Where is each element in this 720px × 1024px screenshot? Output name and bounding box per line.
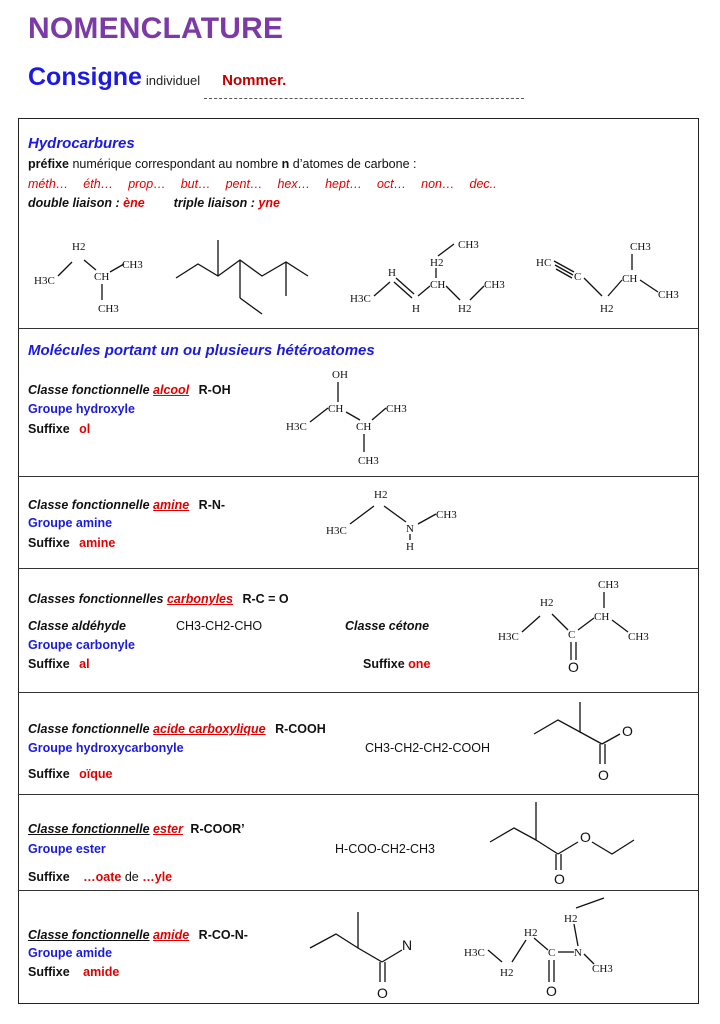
divider bbox=[18, 328, 699, 329]
atom-label: H bbox=[388, 267, 396, 279]
suffixe-value: amide bbox=[83, 965, 120, 979]
alcool-suffixe bbox=[28, 422, 90, 436]
classe-name: carbonyles bbox=[166, 592, 233, 606]
suffixe-label: Suffixe bbox=[28, 767, 70, 781]
atom-label: HC bbox=[536, 257, 552, 269]
classe-name: acide carboxylique bbox=[153, 722, 266, 736]
bond bbox=[470, 286, 484, 300]
atom-label: O bbox=[580, 829, 591, 845]
carbonyles-suffixe-one bbox=[363, 657, 430, 671]
bond bbox=[176, 260, 308, 278]
molecule-ketone bbox=[498, 574, 668, 680]
classe-formula: R-CO-N- bbox=[198, 928, 248, 942]
suffixe-label: Suffixe bbox=[28, 657, 70, 671]
atom-label: O bbox=[546, 983, 557, 999]
bond bbox=[418, 514, 436, 524]
atom-label: CH bbox=[430, 279, 446, 291]
ester-suffixe bbox=[28, 870, 172, 884]
bond bbox=[372, 408, 386, 420]
bond bbox=[58, 262, 72, 276]
prefix-item: éth… bbox=[83, 177, 114, 191]
atom-label: C bbox=[568, 629, 576, 641]
atom-label: CH3 bbox=[458, 239, 479, 251]
amine-groupe: Groupe amine bbox=[28, 516, 113, 530]
bond bbox=[346, 412, 360, 420]
bond bbox=[418, 286, 430, 296]
suffixe-value: al bbox=[79, 657, 90, 671]
atom-label: CH3 bbox=[98, 303, 119, 315]
divider bbox=[18, 568, 699, 569]
molecule-alkene bbox=[350, 234, 520, 320]
classe-name: ester bbox=[153, 822, 183, 836]
bond bbox=[640, 280, 658, 292]
bond bbox=[522, 616, 540, 632]
consigne-row bbox=[28, 63, 286, 92]
molecule-amide-skeletal bbox=[310, 908, 420, 1000]
atom-label: C bbox=[548, 947, 556, 959]
atom-label: H bbox=[406, 541, 414, 553]
atom-label: O bbox=[598, 767, 609, 783]
amide-classe bbox=[28, 928, 248, 942]
atom-label: H2 bbox=[564, 913, 578, 925]
atom-label: CH3 bbox=[436, 509, 457, 521]
bond bbox=[584, 278, 602, 296]
prefix-item: prop… bbox=[128, 177, 166, 191]
answer-line bbox=[204, 98, 524, 99]
atom-label: O bbox=[554, 871, 565, 887]
atom-label: CH bbox=[356, 421, 372, 433]
bond bbox=[240, 298, 262, 314]
molecule-carboxylic-acid bbox=[534, 700, 644, 786]
bond bbox=[576, 898, 604, 908]
atom-label: H3C bbox=[34, 275, 55, 287]
bond bbox=[592, 840, 634, 854]
classe-formula: R-COOR’ bbox=[190, 822, 245, 836]
ester-example: H-COO-CH2-CH3 bbox=[335, 842, 435, 856]
bond bbox=[578, 618, 594, 630]
aldehyde-label: Classe aldéhyde bbox=[28, 619, 126, 633]
divider bbox=[18, 692, 699, 693]
double-suffix: ène bbox=[123, 196, 145, 210]
hydrocarbures-heading: Hydrocarbures bbox=[28, 135, 135, 152]
classe-label: Classe fonctionnelle bbox=[28, 928, 150, 942]
suffixe-value: one bbox=[408, 657, 431, 671]
carbonyles-suffixe-al bbox=[28, 657, 90, 671]
atom-label: H2 bbox=[500, 967, 514, 979]
atom-label: H2 bbox=[430, 257, 444, 269]
amine-suffixe bbox=[28, 536, 115, 550]
bond bbox=[438, 244, 454, 256]
atom-label: H3C bbox=[350, 293, 371, 305]
suffixe-value: oïque bbox=[79, 767, 113, 781]
bond bbox=[310, 912, 358, 948]
acide-classe bbox=[28, 722, 326, 736]
bond bbox=[382, 950, 402, 962]
atom-label: H2 bbox=[524, 927, 538, 939]
suffixe-value: …oate bbox=[83, 870, 122, 884]
alcool-classe bbox=[28, 383, 231, 397]
atom-label: CH3 bbox=[358, 455, 379, 467]
prefix-item: hex… bbox=[277, 177, 311, 191]
divider bbox=[18, 476, 699, 477]
atom-label: H3C bbox=[498, 631, 519, 643]
prefix-item: dec.. bbox=[469, 177, 497, 191]
atom-label: H2 bbox=[600, 303, 614, 315]
molecule-amide-condensed bbox=[464, 896, 644, 1002]
atom-label: H2 bbox=[458, 303, 472, 315]
atom-label: H bbox=[412, 303, 420, 315]
atom-label: CH bbox=[94, 271, 110, 283]
bond bbox=[490, 802, 536, 842]
classe-label: Classe fonctionnelle bbox=[28, 822, 150, 836]
triple-suffix: yne bbox=[258, 196, 280, 210]
ester-classe bbox=[28, 822, 245, 836]
classe-formula: R-OH bbox=[198, 383, 231, 397]
atom-label: H2 bbox=[374, 489, 388, 501]
classe-formula: R-C = O bbox=[242, 592, 289, 606]
consigne-label: Consigne bbox=[28, 63, 142, 91]
carbonyles-groupe: Groupe carbonyle bbox=[28, 638, 135, 652]
atom-label: N bbox=[574, 947, 582, 959]
atom-label: CH3 bbox=[658, 289, 679, 301]
suffixe-value: …yle bbox=[142, 870, 173, 884]
bond bbox=[534, 938, 548, 950]
bond bbox=[534, 702, 580, 734]
classe-name: amide bbox=[153, 928, 190, 942]
page-title: NOMENCLATURE bbox=[28, 12, 284, 45]
prefix-item: non… bbox=[421, 177, 455, 191]
classe-label: Classe fonctionnelle bbox=[28, 383, 150, 397]
bond bbox=[612, 620, 628, 632]
atom-label: CH3 bbox=[598, 579, 619, 591]
bond bbox=[608, 280, 622, 296]
suffixe-value: ol bbox=[79, 422, 91, 436]
suffixe-de: de bbox=[124, 870, 139, 884]
atom-label: H3C bbox=[286, 421, 307, 433]
atom-label: H3C bbox=[464, 947, 485, 959]
atom-label: CH3 bbox=[122, 259, 143, 271]
molecule-skeletal-alkane bbox=[176, 238, 316, 320]
bond bbox=[350, 506, 374, 524]
classe-label: Classe fonctionnelle bbox=[28, 722, 150, 736]
suffixe-label: Suffixe bbox=[363, 657, 405, 671]
prefix-item: méth… bbox=[28, 177, 69, 191]
prefix-item: but… bbox=[180, 177, 211, 191]
prefix-text-2: d’atomes de carbone : bbox=[292, 157, 417, 171]
ester-groupe: Groupe ester bbox=[28, 842, 106, 856]
atom-label: CH3 bbox=[484, 279, 505, 291]
bond bbox=[580, 732, 602, 744]
classe-label: Classes fonctionnelles bbox=[28, 592, 164, 606]
classe-name: amine bbox=[153, 498, 190, 512]
bond bbox=[574, 924, 578, 946]
atom-label: O bbox=[568, 659, 579, 675]
molecule-methylbutane bbox=[28, 238, 158, 320]
amide-groupe: Groupe amide bbox=[28, 946, 113, 960]
atom-label: O bbox=[377, 985, 388, 1001]
bond bbox=[488, 950, 502, 962]
molecule-alcohol bbox=[286, 364, 426, 470]
instruction-nommer: Nommer. bbox=[222, 72, 287, 89]
suffixe-label: Suffixe bbox=[28, 965, 70, 979]
prefix-list bbox=[28, 177, 512, 191]
classe-formula: R-N- bbox=[198, 498, 226, 512]
atom-label: N bbox=[402, 937, 413, 953]
classe-name: alcool bbox=[153, 383, 190, 397]
triple-label: triple liaison : bbox=[173, 196, 255, 210]
liaison-rule bbox=[28, 196, 280, 210]
bond bbox=[446, 286, 460, 300]
prefix-item: pent… bbox=[225, 177, 263, 191]
divider bbox=[18, 890, 699, 891]
atom-label: CH bbox=[594, 611, 610, 623]
bond bbox=[558, 842, 578, 854]
molecule-amine bbox=[326, 484, 476, 556]
double-label: double liaison : bbox=[28, 196, 120, 210]
atom-label: CH3 bbox=[592, 963, 613, 975]
atom-label: CH3 bbox=[386, 403, 407, 415]
atom-label: OH bbox=[332, 369, 348, 381]
cetone-label: Classe cétone bbox=[345, 619, 430, 633]
prefix-text-1: numérique correspondant au nombre bbox=[72, 157, 279, 171]
suffixe-label: Suffixe bbox=[28, 536, 70, 550]
suffixe-label: Suffixe bbox=[28, 870, 70, 884]
bond bbox=[552, 614, 568, 630]
atom-label: C bbox=[574, 271, 582, 283]
molecule-ester bbox=[490, 800, 650, 887]
atom-label: CH bbox=[328, 403, 344, 415]
bond bbox=[584, 954, 594, 964]
bond bbox=[512, 940, 526, 962]
bond bbox=[84, 260, 96, 270]
bond bbox=[374, 282, 390, 296]
divider bbox=[18, 794, 699, 795]
prefix-item: hept… bbox=[325, 177, 362, 191]
carbonyles-classe bbox=[28, 592, 289, 606]
individuel-label: individuel bbox=[145, 73, 201, 88]
atom-label: CH3 bbox=[630, 241, 651, 253]
classe-label: Classe fonctionnelle bbox=[28, 498, 150, 512]
prefix-item: oct… bbox=[376, 177, 407, 191]
bond bbox=[602, 734, 620, 744]
bond bbox=[310, 408, 328, 422]
bond bbox=[358, 948, 382, 962]
acide-suffixe bbox=[28, 767, 113, 781]
aldehyde-formula: CH3-CH2-CHO bbox=[176, 619, 263, 633]
atom-label: H2 bbox=[72, 241, 86, 253]
atom-label: H3C bbox=[326, 525, 347, 537]
amine-classe bbox=[28, 498, 225, 512]
molecule-alkyne bbox=[536, 236, 686, 320]
bond bbox=[536, 840, 558, 854]
prefix-bold: préfixe bbox=[28, 157, 69, 171]
amide-suffixe bbox=[28, 965, 119, 979]
atom-label: N bbox=[406, 523, 414, 535]
heteroatomes-heading: Molécules portant un ou plusieurs hétéroatomes bbox=[28, 342, 375, 359]
atom-label: CH bbox=[622, 273, 638, 285]
alcool-groupe: Groupe hydroxyle bbox=[28, 402, 135, 416]
classe-formula: R-COOH bbox=[275, 722, 326, 736]
suffixe-label: Suffixe bbox=[28, 422, 70, 436]
atom-label: CH3 bbox=[628, 631, 649, 643]
acide-example: CH3-CH2-CH2-COOH bbox=[365, 741, 491, 755]
atom-label: H2 bbox=[540, 597, 554, 609]
bond bbox=[384, 506, 406, 522]
atom-label: O bbox=[622, 723, 633, 739]
suffixe-value: amine bbox=[79, 536, 116, 550]
prefix-n: n bbox=[281, 157, 290, 171]
prefix-rule bbox=[28, 157, 416, 171]
acide-groupe: Groupe hydroxycarbonyle bbox=[28, 741, 184, 755]
